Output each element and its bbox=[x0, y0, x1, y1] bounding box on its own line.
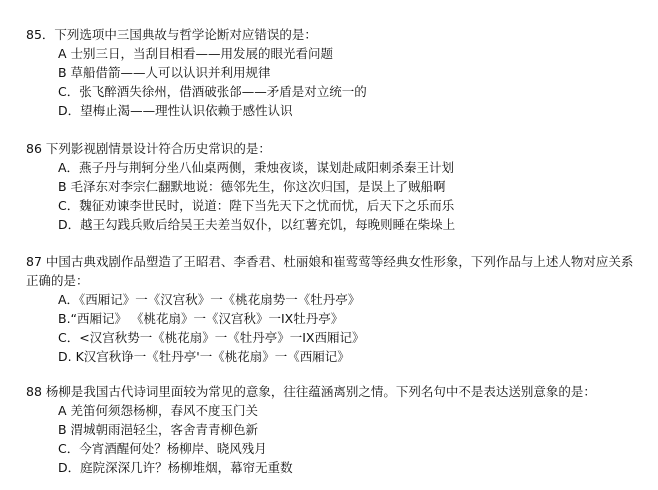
option-d: D．越王勾践兵败后给吴王夫差当奴仆，以红薯充饥，每晚则睡在柴垛上 bbox=[58, 217, 456, 232]
question-stem: 88 杨柳是我国古代诗词里面较为常见的意象，往往蕴涵离别之情。下列名句中不是表达送别意象的是： bbox=[26, 384, 596, 399]
option-b: B 毛泽东对李宗仁翻默地说：德邻先生，你这次归国，是误上了贼船啊 bbox=[58, 179, 446, 194]
option-b: B 草船借箭——人可以认识并利用规律 bbox=[58, 65, 271, 80]
option-c: C．<汉宫秋势一《桃花扇》一《牡丹亭》一IX西厢记》 bbox=[58, 330, 365, 345]
question-88 bbox=[26, 382, 646, 477]
question-86 bbox=[26, 139, 646, 234]
option-d: D．庭院深深几许？杨柳堆烟，幕帘无重数 bbox=[58, 460, 293, 475]
question-stem: 86 下列影视剧情景设计符合历史常识的是： bbox=[26, 141, 271, 156]
option-a: A 士别三日，当刮目相看——用发展的眼光看问题 bbox=[58, 46, 334, 61]
option-c: C．今宵酒醒何处？杨柳岸、晓风残月 bbox=[58, 441, 267, 456]
question-85 bbox=[26, 25, 646, 120]
option-a: A．燕子丹与荆轲分坐八仙桌两侧，秉烛夜谈，谋划赴咸阳刺杀秦王计划 bbox=[58, 160, 455, 175]
question-87 bbox=[26, 252, 646, 366]
option-b: B.“西厢记》 《桃花扇》一《汉宫秋》一IX牡丹亭》 bbox=[58, 311, 344, 326]
option-a: A．《西厢记》一《汉宫秋》一《桃花扇势一《牡丹亭》 bbox=[58, 292, 361, 307]
option-c: C．魏征劝谏李世民时，说道：陛下当先天下之忧而忧，后天下之乐而乐 bbox=[58, 198, 455, 213]
option-d: D．望梅止渴——理性认识依赖于感性认识 bbox=[58, 103, 293, 118]
option-c: C．张飞醉酒失徐州，借酒破张郃——矛盾是对立统一的 bbox=[58, 84, 367, 99]
option-a: A 羌笛何须怨杨柳，春风不度玉门关 bbox=[58, 403, 259, 418]
question-stem: 85．下列选项中三国典故与哲学论断对应错误的是： bbox=[26, 27, 317, 42]
option-b: B 渭城朝雨浥轻尘，客舍青青柳色新 bbox=[58, 422, 259, 437]
question-stem: 87 中国古典戏剧作品塑造了王昭君、李香君、杜丽娘和崔莺莺等经典女性形象，下列作品与上述人物对应关系 bbox=[26, 254, 634, 269]
question-stem-continued: 正确的是： bbox=[26, 273, 89, 288]
option-d: D. K汉宫秋诤一《牡丹亭'一《桃花扇》一《西厢记》 bbox=[58, 349, 350, 364]
